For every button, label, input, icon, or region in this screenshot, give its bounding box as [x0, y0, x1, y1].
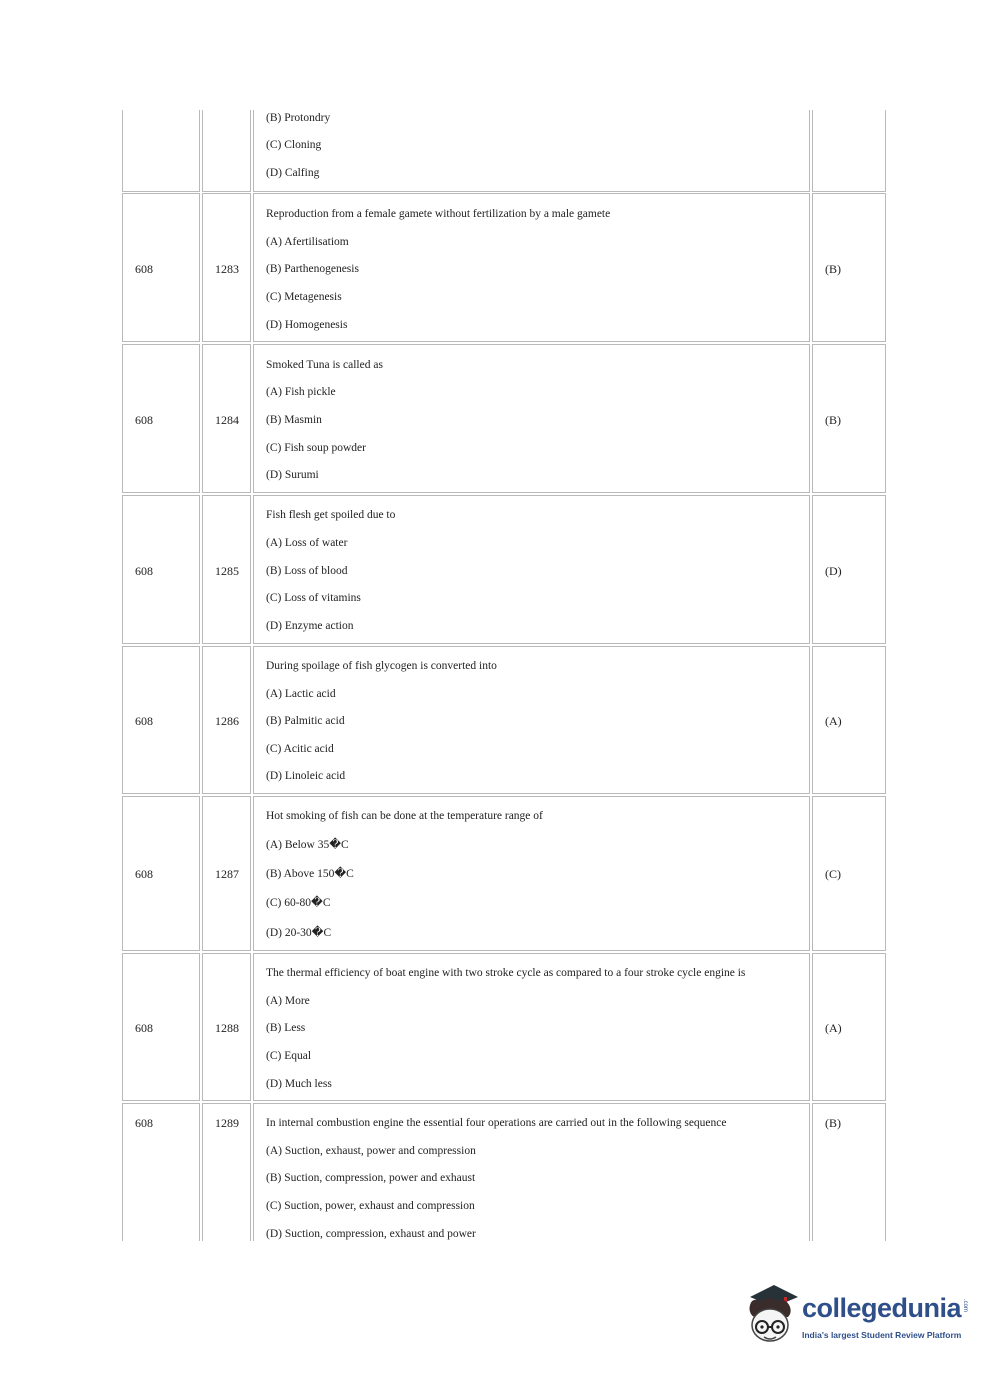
option-text: (B) Protondry: [266, 112, 331, 124]
question-text: Hot smoking of fish can be done at the temperature range of: [266, 810, 543, 822]
question-number-cell: [202, 110, 251, 192]
option-text: (D) Surumi: [266, 469, 319, 481]
answer-text: (A): [825, 714, 842, 728]
serial-cell: [122, 495, 200, 644]
question-number: 1284: [215, 413, 239, 427]
serial-number: 608: [135, 1021, 153, 1035]
serial-number: 608: [135, 564, 153, 578]
option-text: (B) Masmin: [266, 414, 322, 426]
answer-cell: [812, 193, 886, 342]
serial-number: 608: [135, 262, 153, 276]
mascot-icon: [742, 1283, 800, 1353]
brand-name: collegedunia: [802, 1293, 962, 1323]
table-row: [122, 1103, 886, 1241]
answer-text: (D): [825, 564, 842, 578]
collegedunia-logo[interactable]: [742, 1283, 967, 1353]
option-text: (B) Loss of blood: [266, 565, 348, 577]
option-text: (D) Calfing: [266, 167, 320, 179]
answer-text: (B): [825, 1116, 841, 1130]
answer-text: (A): [825, 1021, 842, 1035]
option-text: (A) Afertilisatiom: [266, 236, 349, 248]
question-number: 1285: [215, 564, 239, 578]
option-text: (B) Above 150�C: [266, 868, 354, 880]
option-text: (C) Suction, power, exhaust and compression: [266, 1200, 475, 1212]
question-number-cell: [202, 1103, 251, 1241]
option-text: (A) Loss of water: [266, 537, 348, 549]
brand-suffix: .com: [962, 1299, 968, 1313]
answer-cell: [812, 953, 886, 1101]
question-cell: [253, 796, 810, 951]
answer-cell: [812, 796, 886, 951]
option-text: (D) Linoleic acid: [266, 770, 346, 782]
question-cell: [253, 646, 810, 794]
question-text: Smoked Tuna is called as: [266, 359, 383, 371]
serial-cell: [122, 110, 200, 192]
table-row: [122, 646, 886, 794]
question-number: 1286: [215, 714, 239, 728]
table-row: [122, 796, 886, 951]
question-cell: [253, 110, 810, 192]
question-text: During spoilage of fish glycogen is converted into: [266, 660, 497, 672]
question-number: 1283: [215, 262, 239, 276]
question-text: In internal combustion engine the essential four operations are carried out in the following sequence: [266, 1117, 727, 1129]
question-number: 1288: [215, 1021, 239, 1035]
question-number-cell: [202, 193, 251, 342]
question-number-cell: [202, 646, 251, 794]
option-text: (A) Lactic acid: [266, 688, 336, 700]
brand-tagline: India's largest Student Review Platform: [802, 1330, 962, 1340]
option-text: (D) Enzyme action: [266, 620, 354, 632]
option-text: (D) Suction, compression, exhaust and power: [266, 1228, 476, 1240]
option-text: (D) Much less: [266, 1078, 332, 1090]
answer-cell: [812, 495, 886, 644]
serial-cell: [122, 1103, 200, 1241]
question-number: 1287: [215, 867, 239, 881]
answer-cell: [812, 646, 886, 794]
question-number-cell: [202, 495, 251, 644]
question-cell: [253, 344, 810, 493]
table-row: [122, 193, 886, 342]
serial-number: 608: [135, 867, 153, 881]
option-text: (A) More: [266, 995, 310, 1007]
option-text: (D) Homogenesis: [266, 319, 348, 331]
question-number-cell: [202, 796, 251, 951]
table-row: [122, 495, 886, 644]
option-text: (C) 60-80�C: [266, 897, 331, 909]
question-number-cell: [202, 344, 251, 493]
serial-cell: [122, 344, 200, 493]
option-text: (B) Suction, compression, power and exhaust: [266, 1172, 476, 1184]
option-text: (C) Fish soup powder: [266, 442, 366, 454]
option-text: (C) Loss of vitamins: [266, 592, 361, 604]
option-text: (C) Metagenesis: [266, 291, 342, 303]
option-text: (C) Cloning: [266, 139, 322, 151]
answer-cell: [812, 1103, 886, 1241]
question-number-cell: [202, 953, 251, 1101]
serial-cell: [122, 953, 200, 1101]
table-row: [122, 953, 886, 1101]
question-text: Reproduction from a female gamete without fertilization by a male gamete: [266, 208, 611, 220]
answer-cell: [812, 344, 886, 493]
option-text: (B) Parthenogenesis: [266, 263, 359, 275]
serial-number: 608: [135, 714, 153, 728]
question-cell: [253, 495, 810, 644]
question-cell: [253, 1103, 810, 1241]
option-text: (A) Suction, exhaust, power and compression: [266, 1145, 476, 1157]
question-text: The thermal efficiency of boat engine with two stroke cycle as compared to a four stroke cycle engine is: [266, 967, 746, 979]
question-text: Fish flesh get spoiled due to: [266, 509, 396, 521]
question-cell: [253, 953, 810, 1101]
option-text: (B) Palmitic acid: [266, 715, 345, 727]
option-text: (B) Less: [266, 1022, 306, 1034]
option-text: (C) Acitic acid: [266, 743, 334, 755]
serial-number: 608: [135, 1116, 153, 1130]
answer-text: (B): [825, 262, 841, 276]
table-row: [122, 344, 886, 493]
answer-text: (B): [825, 413, 841, 427]
answer-text: (C): [825, 867, 841, 881]
option-text: (D) 20-30�C: [266, 927, 332, 939]
option-text: (A) Fish pickle: [266, 386, 336, 398]
question-cell: [253, 193, 810, 342]
table-row: [122, 110, 886, 192]
option-text: (C) Equal: [266, 1050, 312, 1062]
option-text: (A) Below 35�C: [266, 839, 349, 851]
serial-cell: [122, 646, 200, 794]
serial-cell: [122, 796, 200, 951]
answer-cell: [812, 110, 886, 192]
serial-number: 608: [135, 413, 153, 427]
question-number: 1289: [215, 1116, 239, 1130]
serial-cell: [122, 193, 200, 342]
